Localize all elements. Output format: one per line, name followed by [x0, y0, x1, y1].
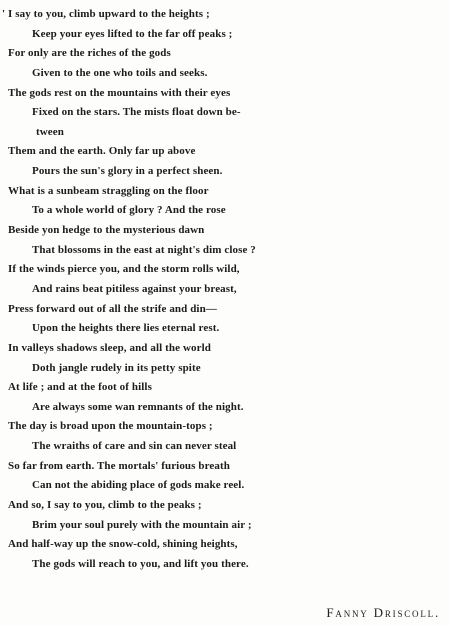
- poem-line: Pours the sun's glory in a perfect sheen.: [32, 165, 223, 178]
- poem-line: That blossoms in the east at night's dim close ?: [32, 243, 256, 256]
- poem-line: To a whole world of glory ? And the rose: [32, 204, 226, 217]
- poem-line: The gods will reach to you, and lift you there.: [32, 557, 249, 570]
- poem-line: So far from earth. The mortals' furious breath: [8, 459, 230, 472]
- poem-line: Keep your eyes lifted to the far off peaks ;: [32, 27, 233, 40]
- poem-line: Are always some wan remnants of the night.: [32, 400, 244, 413]
- poem-line: Fixed on the stars. The mists float down be-: [32, 106, 241, 119]
- poem-line: tween: [36, 125, 64, 138]
- poem-line: What is a sunbeam straggling on the floor: [8, 184, 209, 197]
- poem-line: And so, I say to you, climb to the peaks ;: [8, 499, 202, 512]
- poem-line: ' I say to you, climb upward to the heights ;: [2, 8, 210, 20]
- poem-line: Them and the earth. Only far up above: [8, 145, 196, 158]
- poem-line: Brim your soul purely with the mountain air ;: [32, 518, 252, 531]
- poem-line: The day is broad upon the mountain-tops ;: [8, 420, 213, 433]
- poem-line: Can not the abiding place of gods make reel.: [32, 479, 245, 492]
- poem-line: At life ; and at the foot of hills: [8, 381, 152, 394]
- poem-line: The wraiths of care and sin can never steal: [32, 440, 237, 453]
- poem-line: Upon the heights there lies eternal rest.: [32, 322, 220, 335]
- poem-line: Beside yon hedge to the mysterious dawn: [8, 224, 205, 237]
- poem-line: In valleys shadows sleep, and all the world: [8, 341, 211, 354]
- poem-line: For only are the riches of the gods: [8, 47, 171, 60]
- poem: [0, 5, 450, 575]
- poem-line: Given to the one who toils and seeks.: [32, 66, 208, 79]
- poem-line: Press forward out of all the strife and din—: [8, 302, 217, 315]
- poem-line: If the winds pierce you, and the storm rolls wild,: [8, 263, 240, 276]
- poem-line: And half-way up the snow-cold, shining heights,: [8, 538, 238, 551]
- author-signature: Fanny Driscoll.: [326, 605, 440, 620]
- poem-line: And rains beat pitiless against your breast,: [32, 282, 237, 295]
- poem-line: Doth jangle rudely in its petty spite: [32, 361, 201, 374]
- poem-line: The gods rest on the mountains with their eyes: [8, 86, 231, 99]
